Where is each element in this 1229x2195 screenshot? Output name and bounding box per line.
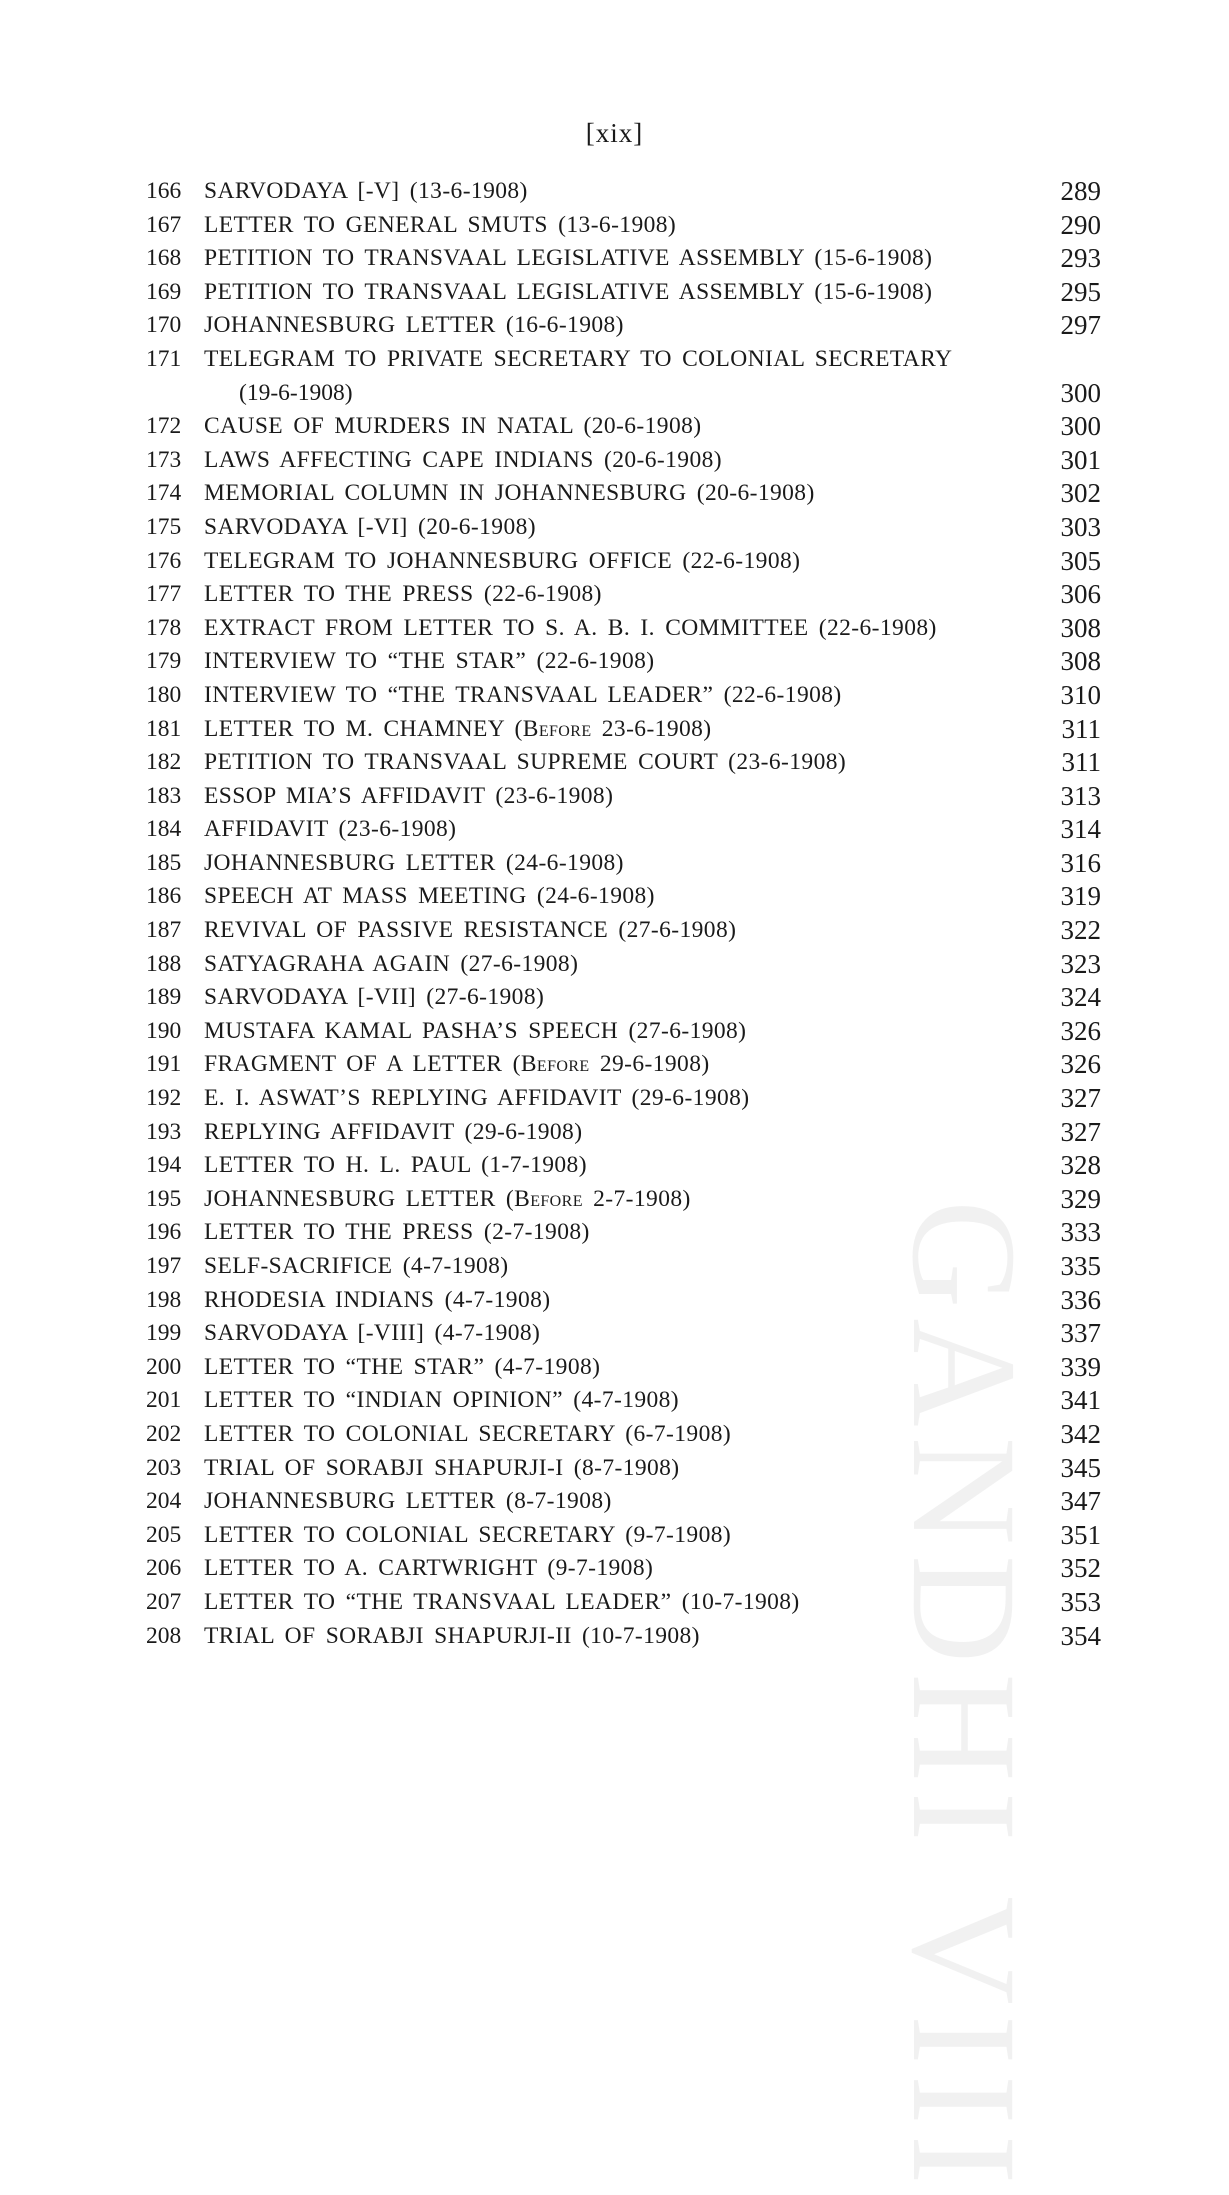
entry-number: 204 xyxy=(146,1488,182,1515)
entry-title: SPEECH AT MASS MEETING (24-6-1908) xyxy=(204,883,655,910)
entry-page-number: 311 xyxy=(1061,747,1101,778)
entry-number: 195 xyxy=(146,1185,182,1212)
entry-page-number: 345 xyxy=(1060,1452,1101,1483)
entry-page-number: 352 xyxy=(1060,1553,1101,1584)
toc-entry xyxy=(146,612,1101,646)
entry-number: 206 xyxy=(146,1555,182,1582)
entry-page-number: 289 xyxy=(1060,176,1101,206)
toc-entry xyxy=(146,1452,1101,1486)
entry-page-number: 347 xyxy=(1060,1486,1101,1517)
entry-title: TELEGRAM TO JOHANNESBURG OFFICE (22-6-1908) xyxy=(204,547,801,574)
entry-number: 174 xyxy=(146,480,182,507)
entry-number: 196 xyxy=(146,1219,182,1246)
toc-entry xyxy=(146,1082,1101,1116)
toc-entry xyxy=(146,1620,1101,1654)
entry-title: LAWS AFFECTING CAPE INDIANS (20-6-1908) xyxy=(204,446,722,473)
entry-number: 193 xyxy=(146,1118,182,1145)
entry-page-number: 319 xyxy=(1060,881,1101,912)
toc-entry xyxy=(146,645,1101,679)
toc-entry xyxy=(146,1216,1101,1250)
entry-title: REPLYING AFFIDAVIT (29-6-1908) xyxy=(204,1118,583,1145)
entry-title: JOHANNESBURG LETTER (8-7-1908) xyxy=(204,1488,612,1515)
entry-title: ESSOP MIA’S AFFIDAVIT (23-6-1908) xyxy=(204,782,614,809)
entry-title: LETTER TO “THE STAR” (4-7-1908) xyxy=(204,1353,601,1380)
entry-title: LETTER TO H. L. PAUL (1-7-1908) xyxy=(204,1152,587,1179)
entry-title: TELEGRAM TO PRIVATE SECRETARY TO COLONIAL SECRETARY xyxy=(204,345,953,372)
entry-page-number: 308 xyxy=(1060,646,1101,677)
entry-page-number: 313 xyxy=(1060,780,1101,811)
entry-title: LETTER TO COLONIAL SECRETARY (6-7-1908) xyxy=(204,1420,732,1447)
entry-title: TRIAL OF SORABJI SHAPURJI-I (8-7-1908) xyxy=(204,1454,680,1481)
toc-entry xyxy=(146,578,1101,612)
entry-number: 183 xyxy=(146,782,182,809)
entry-number: 208 xyxy=(146,1622,182,1649)
toc-entry xyxy=(146,1552,1101,1586)
toc-entry xyxy=(146,276,1101,310)
entry-title: LETTER TO COLONIAL SECRETARY (9-7-1908) xyxy=(204,1521,732,1548)
entry-number: 190 xyxy=(146,1017,182,1044)
entry-title: LETTER TO “THE TRANSVAAL LEADER” (10-7-1908) xyxy=(204,1588,800,1615)
toc-entry xyxy=(146,1116,1101,1150)
entry-title: PETITION TO TRANSVAAL SUPREME COURT (23-6-1908) xyxy=(204,749,847,776)
toc-entry xyxy=(146,1384,1101,1418)
entry-title: SARVODAYA [-VIII] (4-7-1908) xyxy=(204,1320,541,1347)
toc-entry xyxy=(146,780,1101,814)
entry-number: 172 xyxy=(146,413,182,440)
entry-title: SARVODAYA [-VI] (20-6-1908) xyxy=(204,513,536,540)
entry-page-number: 351 xyxy=(1060,1519,1101,1550)
entry-number: 175 xyxy=(146,513,182,540)
entry-title: REVIVAL OF PASSIVE RESISTANCE (27-6-1908) xyxy=(204,917,737,944)
entry-page-number: 337 xyxy=(1060,1318,1101,1349)
entry-page-number: 306 xyxy=(1060,579,1101,610)
toc-entry xyxy=(146,948,1101,982)
toc-entry xyxy=(146,545,1101,579)
entry-page-number: 300 xyxy=(1060,377,1101,408)
entry-title: SATYAGRAHA AGAIN (27-6-1908) xyxy=(204,950,579,977)
entry-number: 166 xyxy=(146,178,182,204)
entry-page-number: 333 xyxy=(1060,1217,1101,1248)
entry-number: 194 xyxy=(146,1152,182,1179)
entry-page-number: 303 xyxy=(1060,511,1101,542)
entry-page-number: 327 xyxy=(1060,1116,1101,1147)
entry-page-number: 329 xyxy=(1060,1183,1101,1214)
entry-title: MEMORIAL COLUMN IN JOHANNESBURG (20-6-1908) xyxy=(204,480,815,507)
entry-number: 197 xyxy=(146,1253,182,1279)
entry-number: 189 xyxy=(146,984,182,1011)
entry-number: 198 xyxy=(146,1286,182,1313)
toc-entry xyxy=(146,914,1101,948)
entry-title: JOHANNESBURG LETTER (Before 2-7-1908) xyxy=(204,1185,691,1212)
entry-page-number: 324 xyxy=(1060,982,1101,1013)
entry-number: 182 xyxy=(146,749,182,776)
entry-title: LETTER TO “INDIAN OPINION” (4-7-1908) xyxy=(204,1387,680,1414)
entry-title: LETTER TO A. CARTWRIGHT (9-7-1908) xyxy=(204,1555,654,1582)
entry-number: 176 xyxy=(146,547,182,574)
toc-entry xyxy=(146,1048,1101,1082)
entry-number: 173 xyxy=(146,446,182,473)
entry-page-number: 302 xyxy=(1060,478,1101,509)
entry-page-number: 354 xyxy=(1060,1620,1101,1651)
entry-title: SARVODAYA [-V] (13-6-1908) xyxy=(204,178,528,204)
toc-entry xyxy=(146,1015,1101,1049)
entry-page-number: 311 xyxy=(1061,713,1101,744)
entry-page-number: 339 xyxy=(1060,1351,1101,1382)
entry-title: FRAGMENT OF A LETTER (Before 29-6-1908) xyxy=(204,1051,710,1078)
toc-entry xyxy=(146,1183,1101,1217)
entry-title: PETITION TO TRANSVAAL LEGISLATIVE ASSEMBLY (15-6-1908) xyxy=(204,245,933,272)
entry-page-number: 316 xyxy=(1060,847,1101,878)
entry-page-number: 290 xyxy=(1060,209,1101,240)
entry-title: AFFIDAVIT (23-6-1908) xyxy=(204,816,457,843)
entry-page-number: 336 xyxy=(1060,1284,1101,1315)
entry-page-number: 327 xyxy=(1060,1083,1101,1114)
entry-title-continuation: (19-6-1908) xyxy=(239,379,353,406)
toc-entry xyxy=(146,511,1101,545)
entry-page-number: 326 xyxy=(1060,1049,1101,1080)
entry-title: MUSTAFA KAMAL PASHA’S SPEECH (27-6-1908) xyxy=(204,1017,747,1044)
entry-number: 187 xyxy=(146,917,182,944)
entry-title: PETITION TO TRANSVAAL LEGISLATIVE ASSEMBLY (15-6-1908) xyxy=(204,278,933,305)
entry-page-number: 326 xyxy=(1060,1015,1101,1046)
entry-title: E. I. ASWAT’S REPLYING AFFIDAVIT (29-6-1908) xyxy=(204,1085,750,1112)
entry-number: 178 xyxy=(146,614,182,641)
toc-entry xyxy=(146,813,1101,847)
toc-entry xyxy=(146,242,1101,276)
entry-page-number: 323 xyxy=(1060,948,1101,979)
entry-number: 169 xyxy=(146,278,182,305)
entry-page-number: 297 xyxy=(1060,310,1101,341)
toc-entry xyxy=(146,343,1101,410)
entry-title: INTERVIEW TO “THE STAR” (22-6-1908) xyxy=(204,648,655,675)
entry-title: CAUSE OF MURDERS IN NATAL (20-6-1908) xyxy=(204,413,702,440)
toc-entry xyxy=(146,679,1101,713)
entry-page-number: 353 xyxy=(1060,1586,1101,1617)
entry-title: TRIAL OF SORABJI SHAPURJI-II (10-7-1908) xyxy=(204,1622,700,1649)
toc-entry xyxy=(146,1351,1101,1385)
entry-page-number: 310 xyxy=(1060,679,1101,710)
toc-entry xyxy=(146,746,1101,780)
entry-number: 188 xyxy=(146,950,182,977)
entry-page-number: 322 xyxy=(1060,915,1101,946)
entry-number: 200 xyxy=(146,1353,182,1380)
entry-page-number: 314 xyxy=(1060,814,1101,845)
entry-number: 185 xyxy=(146,849,182,876)
entry-number: 184 xyxy=(146,816,182,843)
entry-number: 207 xyxy=(146,1588,182,1615)
entry-number: 177 xyxy=(146,581,182,608)
entry-number: 199 xyxy=(146,1320,182,1347)
toc-entry xyxy=(146,880,1101,914)
entry-number: 179 xyxy=(146,648,182,675)
entry-title: SARVODAYA [-VII] (27-6-1908) xyxy=(204,984,545,1011)
entry-title: LETTER TO GENERAL SMUTS (13-6-1908) xyxy=(204,211,677,238)
toc-entry xyxy=(146,1418,1101,1452)
toc-entry xyxy=(146,444,1101,478)
entry-page-number: 341 xyxy=(1060,1385,1101,1416)
toc-entry xyxy=(146,309,1101,343)
entry-title: INTERVIEW TO “THE TRANSVAAL LEADER” (22-6-1908) xyxy=(204,681,842,708)
entry-title: RHODESIA INDIANS (4-7-1908) xyxy=(204,1286,551,1313)
toc-entry xyxy=(146,410,1101,444)
toc-entry xyxy=(146,1149,1101,1183)
entry-number: 201 xyxy=(146,1387,182,1414)
entry-number: 180 xyxy=(146,681,182,708)
entry-number: 205 xyxy=(146,1521,182,1548)
toc-entry xyxy=(146,713,1101,747)
toc-entry xyxy=(146,175,1101,209)
toc-entry xyxy=(146,1317,1101,1351)
watermark: GANDHI VIII xyxy=(881,1200,1047,2195)
entry-number: 192 xyxy=(146,1085,182,1112)
entry-title: LETTER TO THE PRESS (2-7-1908) xyxy=(204,1219,590,1246)
entry-number: 181 xyxy=(146,715,182,742)
entry-number: 191 xyxy=(146,1051,182,1078)
entry-number: 202 xyxy=(146,1420,182,1447)
toc-entry xyxy=(146,981,1101,1015)
entry-page-number: 342 xyxy=(1060,1418,1101,1449)
toc-entry xyxy=(146,209,1101,243)
entry-number: 167 xyxy=(146,211,182,238)
toc-entry xyxy=(146,1284,1101,1318)
entry-page-number: 335 xyxy=(1060,1251,1101,1281)
entry-page-number: 293 xyxy=(1060,243,1101,274)
entry-number: 186 xyxy=(146,883,182,910)
entry-title: SELF-SACRIFICE (4-7-1908) xyxy=(204,1253,509,1279)
entry-page-number: 301 xyxy=(1060,444,1101,475)
entry-page-number: 308 xyxy=(1060,612,1101,643)
page-number-header: [xix] xyxy=(585,118,644,148)
entry-title: JOHANNESBURG LETTER (16-6-1908) xyxy=(204,312,624,339)
entry-title: JOHANNESBURG LETTER (24-6-1908) xyxy=(204,849,624,876)
table-of-contents xyxy=(146,175,1101,1653)
toc-entry xyxy=(146,1250,1101,1284)
entry-number: 203 xyxy=(146,1454,182,1481)
entry-page-number: 305 xyxy=(1060,545,1101,576)
toc-entry xyxy=(146,477,1101,511)
entry-page-number: 328 xyxy=(1060,1150,1101,1181)
entry-page-number: 295 xyxy=(1060,276,1101,307)
entry-title: EXTRACT FROM LETTER TO S. A. B. I. COMMITTEE (22-6-1908) xyxy=(204,614,937,641)
entry-title: LETTER TO M. CHAMNEY (Before 23-6-1908) xyxy=(204,715,712,742)
toc-entry xyxy=(146,1519,1101,1553)
toc-entry xyxy=(146,1485,1101,1519)
entry-title: LETTER TO THE PRESS (22-6-1908) xyxy=(204,581,602,608)
entry-number: 168 xyxy=(146,245,182,272)
entry-number: 170 xyxy=(146,312,182,339)
entry-number: 171 xyxy=(146,345,182,372)
toc-entry xyxy=(146,1586,1101,1620)
entry-page-number: 300 xyxy=(1060,411,1101,442)
toc-entry xyxy=(146,847,1101,881)
